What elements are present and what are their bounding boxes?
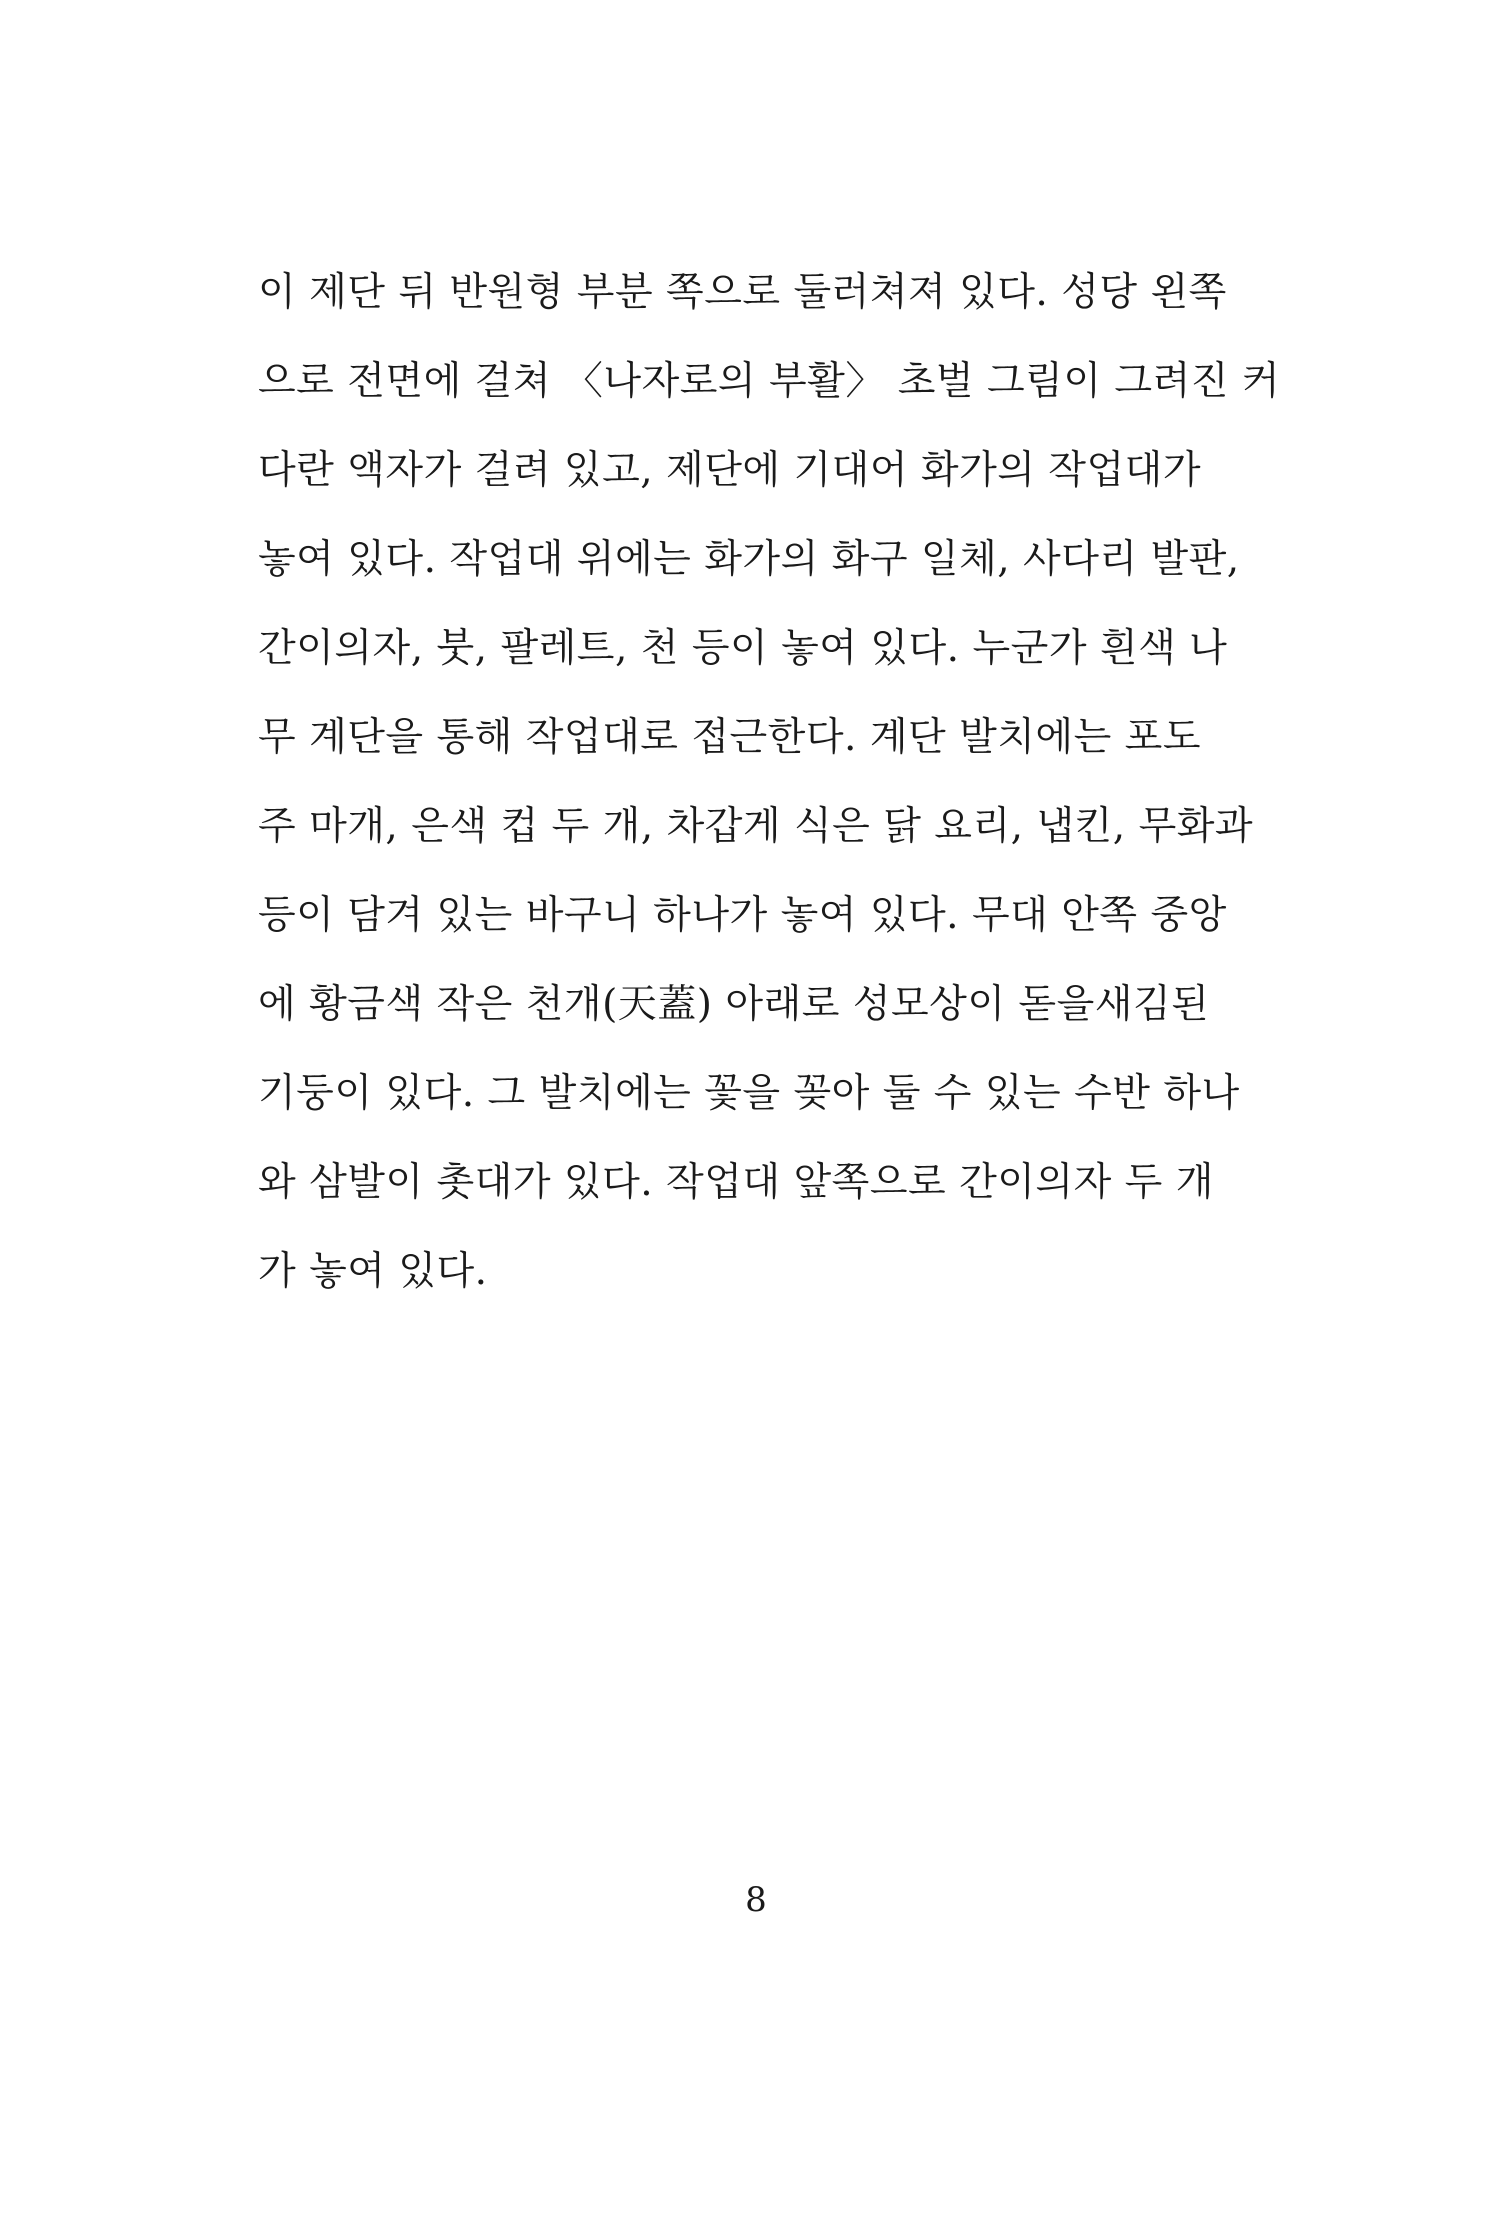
- paragraph-line: 무 계단을 통해 작업대로 접근한다. 계단 발치에는 포도: [258, 715, 1202, 760]
- paragraph-line: 간이의자, 붓, 팔레트, 천 등이 놓여 있다. 누군가 흰색 나: [258, 626, 1228, 671]
- body-paragraph: [258, 248, 1281, 1316]
- paragraph-line: 으로 전면에 걸쳐 〈나자로의 부활〉 초벌 그림이 그려진 커: [258, 359, 1281, 404]
- paragraph-line: 주 마개, 은색 컵 두 개, 차갑게 식은 닭 요리, 냅킨, 무화과: [258, 804, 1254, 849]
- paragraph-line: 이 제단 뒤 반원형 부분 쪽으로 둘러쳐져 있다. 성당 왼쪽: [258, 270, 1227, 315]
- paragraph-line: 에 황금색 작은 천개(天蓋) 아래로 성모상이 돋을새김된: [258, 982, 1210, 1027]
- paragraph-line: 가 놓여 있다.: [258, 1249, 488, 1294]
- paragraph-line: 다란 액자가 걸려 있고, 제단에 기대어 화가의 작업대가: [258, 448, 1202, 493]
- paragraph-line: 등이 담겨 있는 바구니 하나가 놓여 있다. 무대 안쪽 중앙: [258, 893, 1227, 938]
- paragraph-line: 놓여 있다. 작업대 위에는 화가의 화구 일체, 사다리 발판,: [258, 537, 1240, 582]
- paragraph-line: 와 삼발이 촛대가 있다. 작업대 앞쪽으로 간이의자 두 개: [258, 1160, 1214, 1205]
- paragraph-line: 기둥이 있다. 그 발치에는 꽃을 꽂아 둘 수 있는 수반 하나: [258, 1071, 1240, 1116]
- page-number: 8: [745, 1880, 767, 1920]
